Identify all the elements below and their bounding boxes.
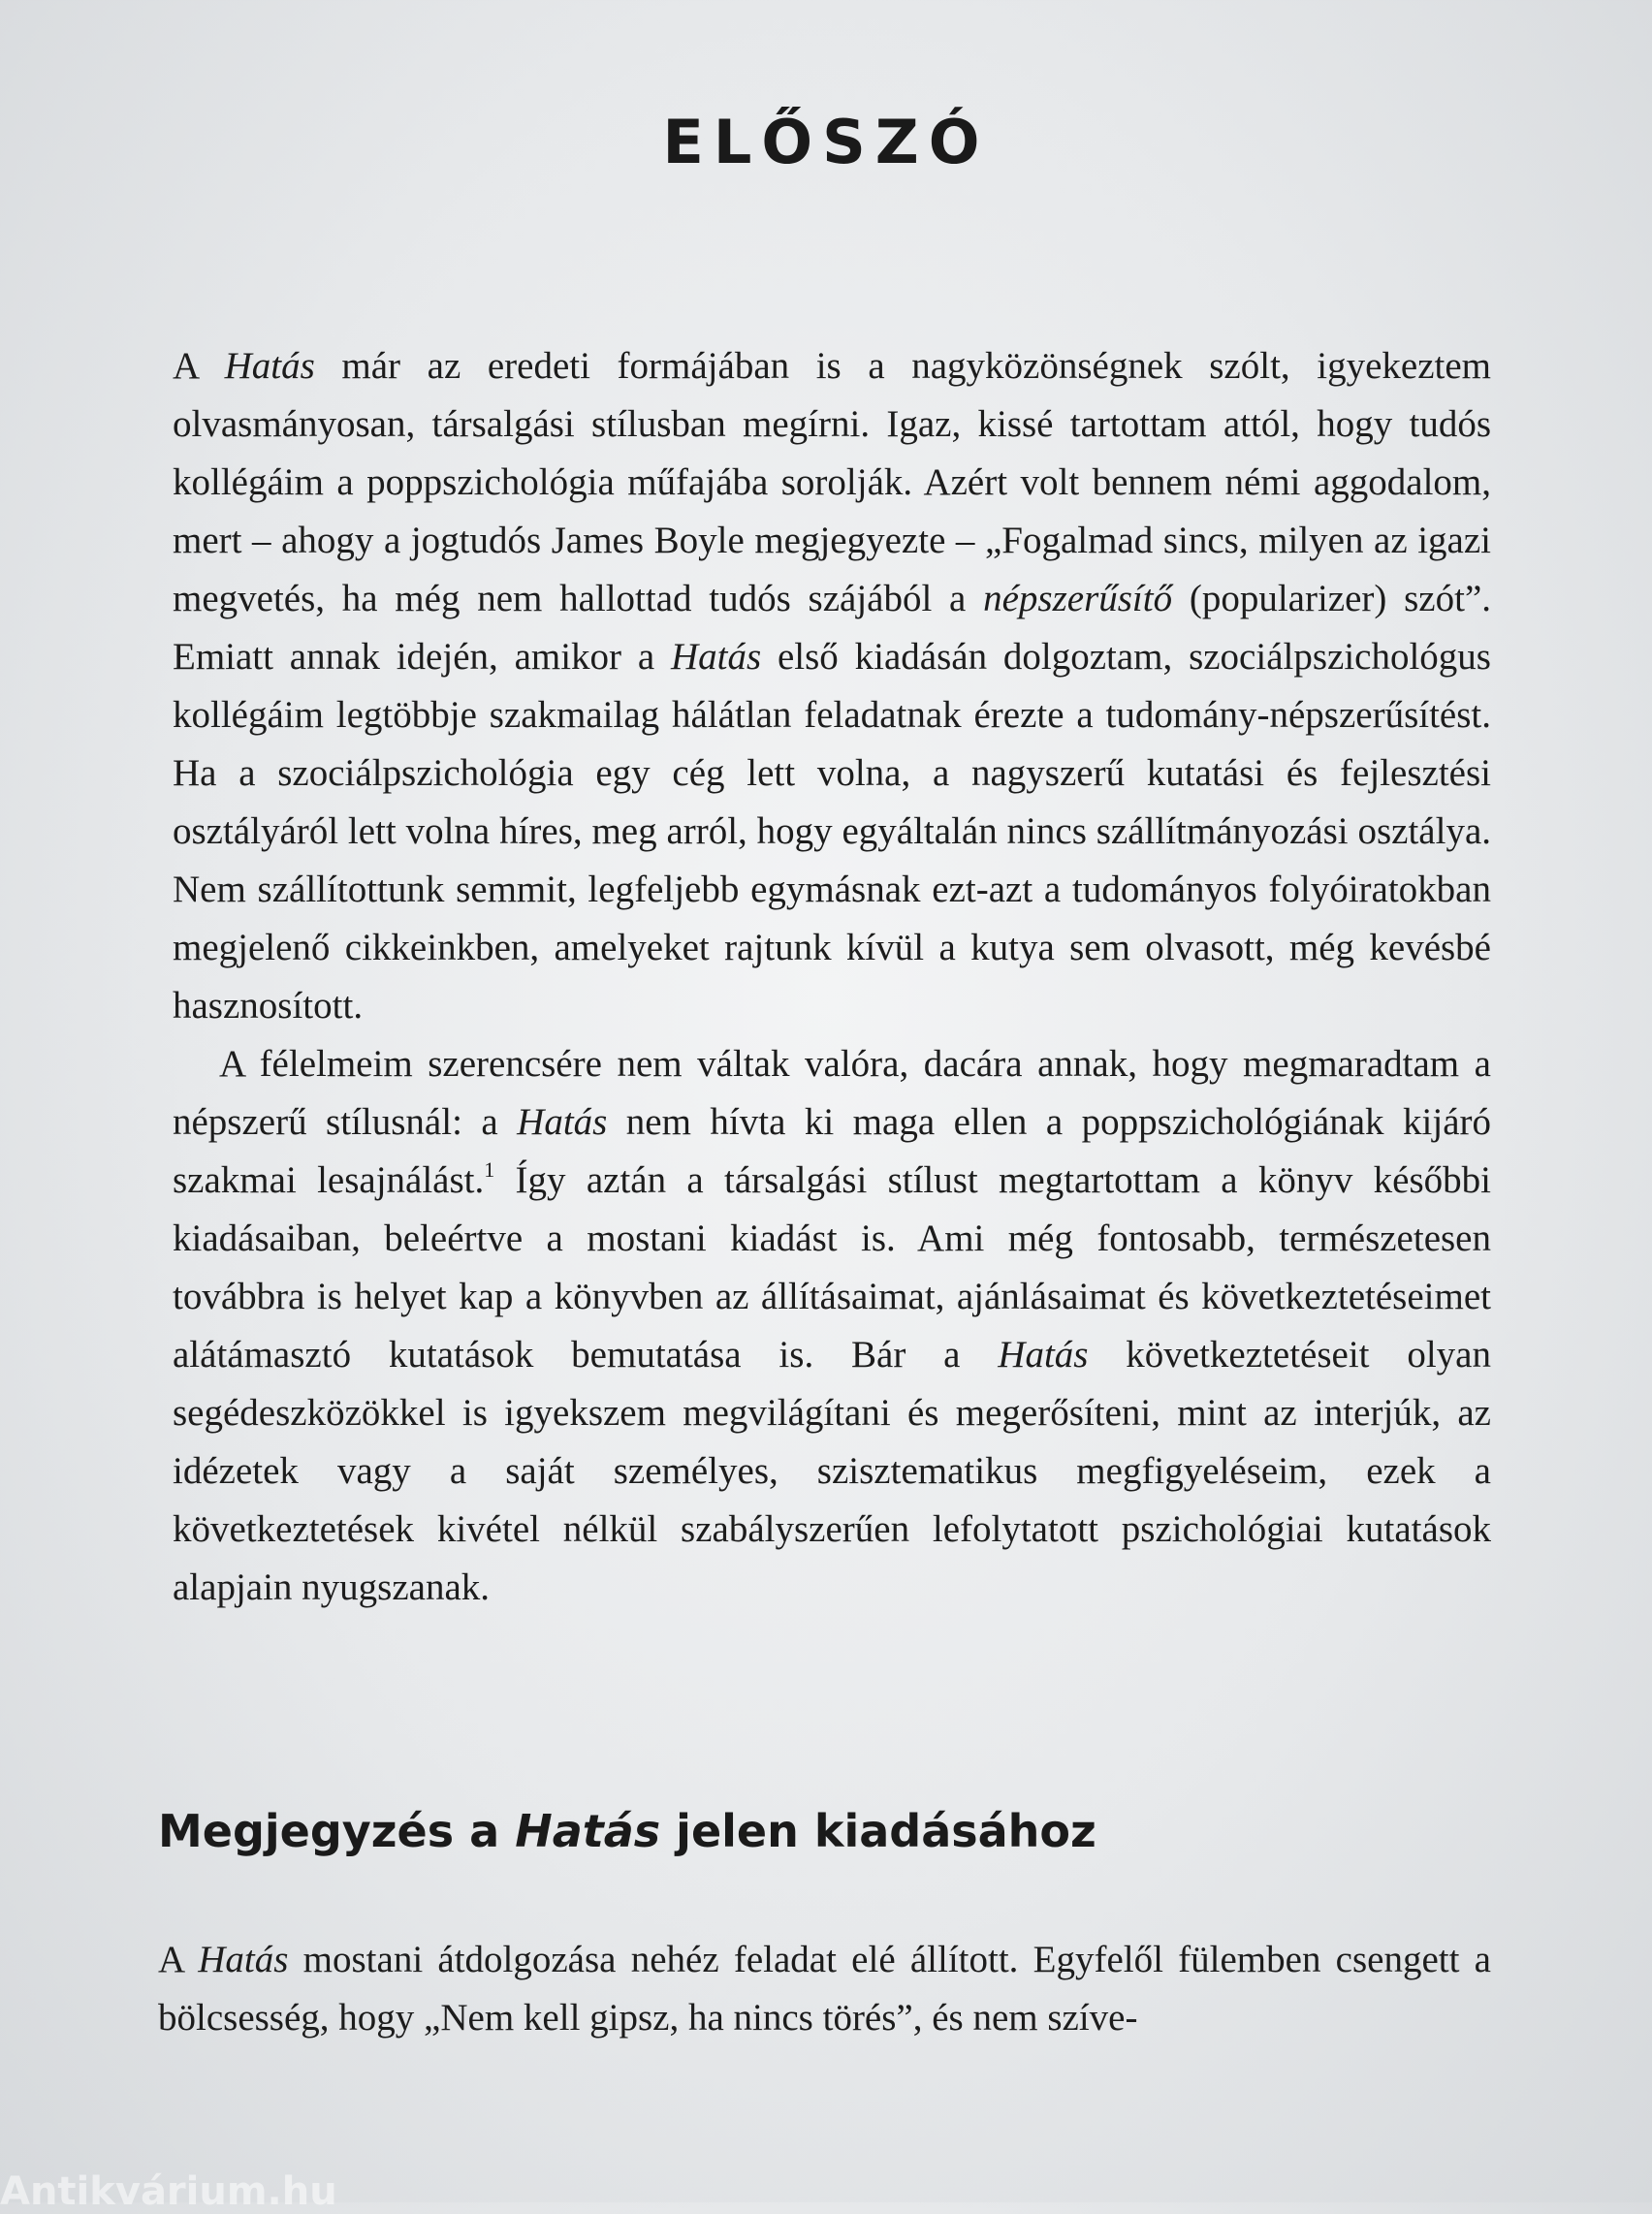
text-run: (popularizer) szót”. Emiatt annak idején, amikor a — [173, 578, 1491, 678]
chapter-title: ELŐSZÓ — [662, 107, 990, 177]
text-run: következtetéseit olyan segédeszközökkel is igyekszem megvilágítani és megerősíteni, mint az interjúk, az idézetek vagy a saját személyes, szisztematikus megfigyeléseim, ezek a következtetések kivétel nélkül szabályszerűen lefolytatott pszichológiai kutatások alapjain nyugszanak. — [173, 1334, 1491, 1608]
italic-text: népszerűsítő — [983, 578, 1173, 619]
paragraph-2 — [173, 1035, 1491, 1617]
text-run: A — [158, 1939, 199, 1980]
italic-text: Hatás — [198, 1939, 289, 1980]
italic-text: Hatás — [517, 1101, 608, 1143]
text-run: Így aztán a társalgási stílust megtartottam a könyv későbbi kiadásaiban, beleértve a mostani kiadást is. Ami még fontosabb, természetesen továbbra is helyet kap a könyvben az állításaimat, ajánlásaimat és következtetéseimet alátámasztó kutatások bemutatása is. Bár a — [173, 1159, 1491, 1376]
subheading-italic: Hatás — [515, 1805, 661, 1857]
subheading-after: jelen kiadásához — [660, 1805, 1096, 1857]
text-run: A — [173, 345, 225, 387]
watermark: Antikvárium.hu — [0, 2169, 337, 2214]
italic-text: Hatás — [670, 636, 762, 678]
paragraph-3 — [158, 1931, 1491, 2047]
section-subheading — [158, 1805, 1096, 1857]
text-run: A félelmeim szerencsére nem váltak valóra, dacára annak, hogy megmaradtam a népszerű stílusnál: a — [173, 1043, 1491, 1143]
subheading-before: Megjegyzés a — [158, 1805, 516, 1857]
text-run: már az eredeti formájában is a nagyközönségnek szólt, igyekeztem olvasmányosan, társalgási stílusban megírni. Igaz, kissé tartottam attól, hogy tudós kollégáim a poppszichológia műfajába sorolják. Azért volt bennem némi aggodalom, mert – ahogy a jogtudós James Boyle megjegyezte – „Fogalmad sincs, milyen az igazi megvetés, ha még nem hallottad tudós szájából a — [173, 345, 1492, 619]
body-text — [173, 337, 1491, 1617]
body-text-continued — [158, 1931, 1491, 2047]
footnote-marker: 1 — [484, 1157, 495, 1182]
italic-text: Hatás — [998, 1334, 1089, 1376]
text-run: nem hívta ki maga ellen a poppszichológiának kijáró szakmai lesajnálást. — [173, 1101, 1491, 1201]
italic-text: Hatás — [224, 345, 315, 387]
text-run: mostani átdolgozása nehéz feladat elé állított. Egyfelől fülemben csengett a bölcsesség, hogy „Nem kell gipsz, ha nincs törés”, és nem szíve- — [158, 1939, 1491, 2039]
paragraph-1 — [173, 337, 1491, 1035]
text-run: első kiadásán dolgoztam, szociálpszichológus kollégáim legtöbbje szakmailag hálátlan feladatnak érezte a tudomány-népszerűsítést. Ha a szociálpszichológia egy cég lett volna, a nagyszerű kutatási és fejlesztési osztályáról lett volna híres, meg arról, hogy egyáltalán nincs szállítmányozási osztálya. Nem szállítottunk semmit, legfeljebb egymásnak ezt-azt a tudományos folyóiratokban megjelenő cikkeinkben, amelyeket rajtunk kívül a kutya sem olvasott, még kevésbé hasznosított. — [173, 636, 1491, 1027]
